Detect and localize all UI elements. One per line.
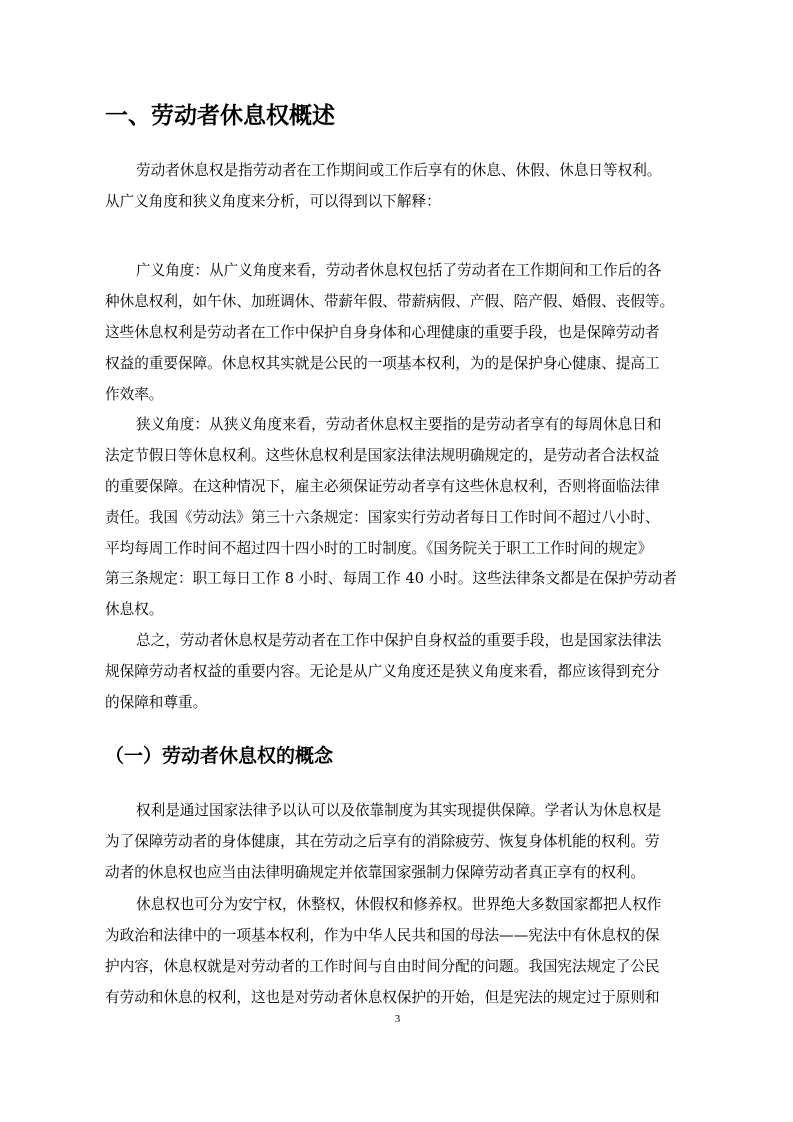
intro-paragraph xyxy=(105,156,690,218)
text-line: 的重要保障。在这种情况下，雇主必须保证劳动者享有这些休息权利，否则将面临法律 xyxy=(105,477,660,495)
text-line: 种休息权利，如午休、加班调休、带薪年假、带薪病假、产假、陪产假、婚假、丧假等。 xyxy=(105,292,675,310)
text-line: 法定节假日等休息权利。这些休息权利是国家法律法规明确规定的，是劳动者合法权益 xyxy=(105,446,660,464)
text-line: 为政治和法律中的一项基本权利，作为中华人民共和国的母法——宪法中有休息权的保 xyxy=(105,926,660,944)
text-line: 平均每周工作时间不超过四十四小时的工时制度。《国务院关于职工工作时间的规定》 xyxy=(105,539,653,557)
text-line: 的保障和尊重。 xyxy=(105,693,208,711)
broad-paragraph xyxy=(105,256,690,410)
text-line: 劳动者休息权是指劳动者在工作期间或工作后享有的休息、休假、休息日等权利。 xyxy=(136,162,662,179)
section-heading: 一、劳动者休息权概述 xyxy=(105,103,335,129)
document-page xyxy=(105,0,690,1122)
text-line: 权益的重要保障。休息权其实就是公民的一项基本权利，为的是保护身心健康、提高工 xyxy=(105,354,660,372)
text-line: 规保障劳动者权益的重要内容。无论是从广义角度还是狭义角度来看，都应该得到充分 xyxy=(105,662,660,680)
text-line: 为了保障劳动者的身体健康，其在劳动之后享有的消除疲劳、恢复身体机能的权利。劳 xyxy=(105,832,660,850)
text-line: 这些休息权利是劳动者在工作中保护自身身体和心理健康的重要手段，也是保障劳动者 xyxy=(105,323,660,341)
text-line: 休息权也可分为安宁权，休整权，休假权和修养权。世界绝大多数国家都把人权作 xyxy=(136,896,662,913)
summary-paragraph xyxy=(105,626,690,719)
text-line: 责任。我国《劳动法》第三十六条规定：国家实行劳动者每日工作时间不超过八小时、 xyxy=(105,508,660,526)
subsection-heading: （一）劳动者休息权的概念 xyxy=(105,745,334,767)
text-line: 权利是通过国家法律予以认可以及依靠制度为其实现提供保障。学者认为休息权是 xyxy=(136,802,662,819)
text-line: 休息权。 xyxy=(105,601,164,619)
concept-paragraph xyxy=(105,796,690,889)
page-number: 3 xyxy=(394,1013,401,1025)
text-line: 狭义角度：从狭义角度来看，劳动者休息权主要指的是劳动者享有的每周休息日和 xyxy=(136,416,662,433)
classification-paragraph xyxy=(105,890,690,1014)
text-line: 护内容，休息权就是对劳动者的工作时间与自由时间分配的问题。我国宪法规定了公民 xyxy=(105,957,660,975)
narrow-paragraph xyxy=(105,410,690,626)
text-line: 第三条规定：职工每日工作 8 小时、每周工作 40 小时。这些法律条文都是在保护劳动者 xyxy=(105,570,677,588)
text-line: 动者的休息权也应当由法律明确规定并依靠国家强制力保障劳动者真正享有的权利。 xyxy=(105,863,645,881)
text-line: 总之，劳动者休息权是劳动者在工作中保护自身权益的重要手段，也是国家法律法 xyxy=(136,632,662,649)
text-line: 作效率。 xyxy=(105,385,164,403)
text-line: 从广义角度和狭义角度来分析，可以得到以下解释： xyxy=(105,192,441,210)
text-line: 广义角度：从广义角度来看，劳动者休息权包括了劳动者在工作期间和工作后的各 xyxy=(136,262,662,279)
text-line: 有劳动和休息的权利，这也是对劳动者休息权保护的开始，但是宪法的规定过于原则和 xyxy=(105,988,660,1006)
